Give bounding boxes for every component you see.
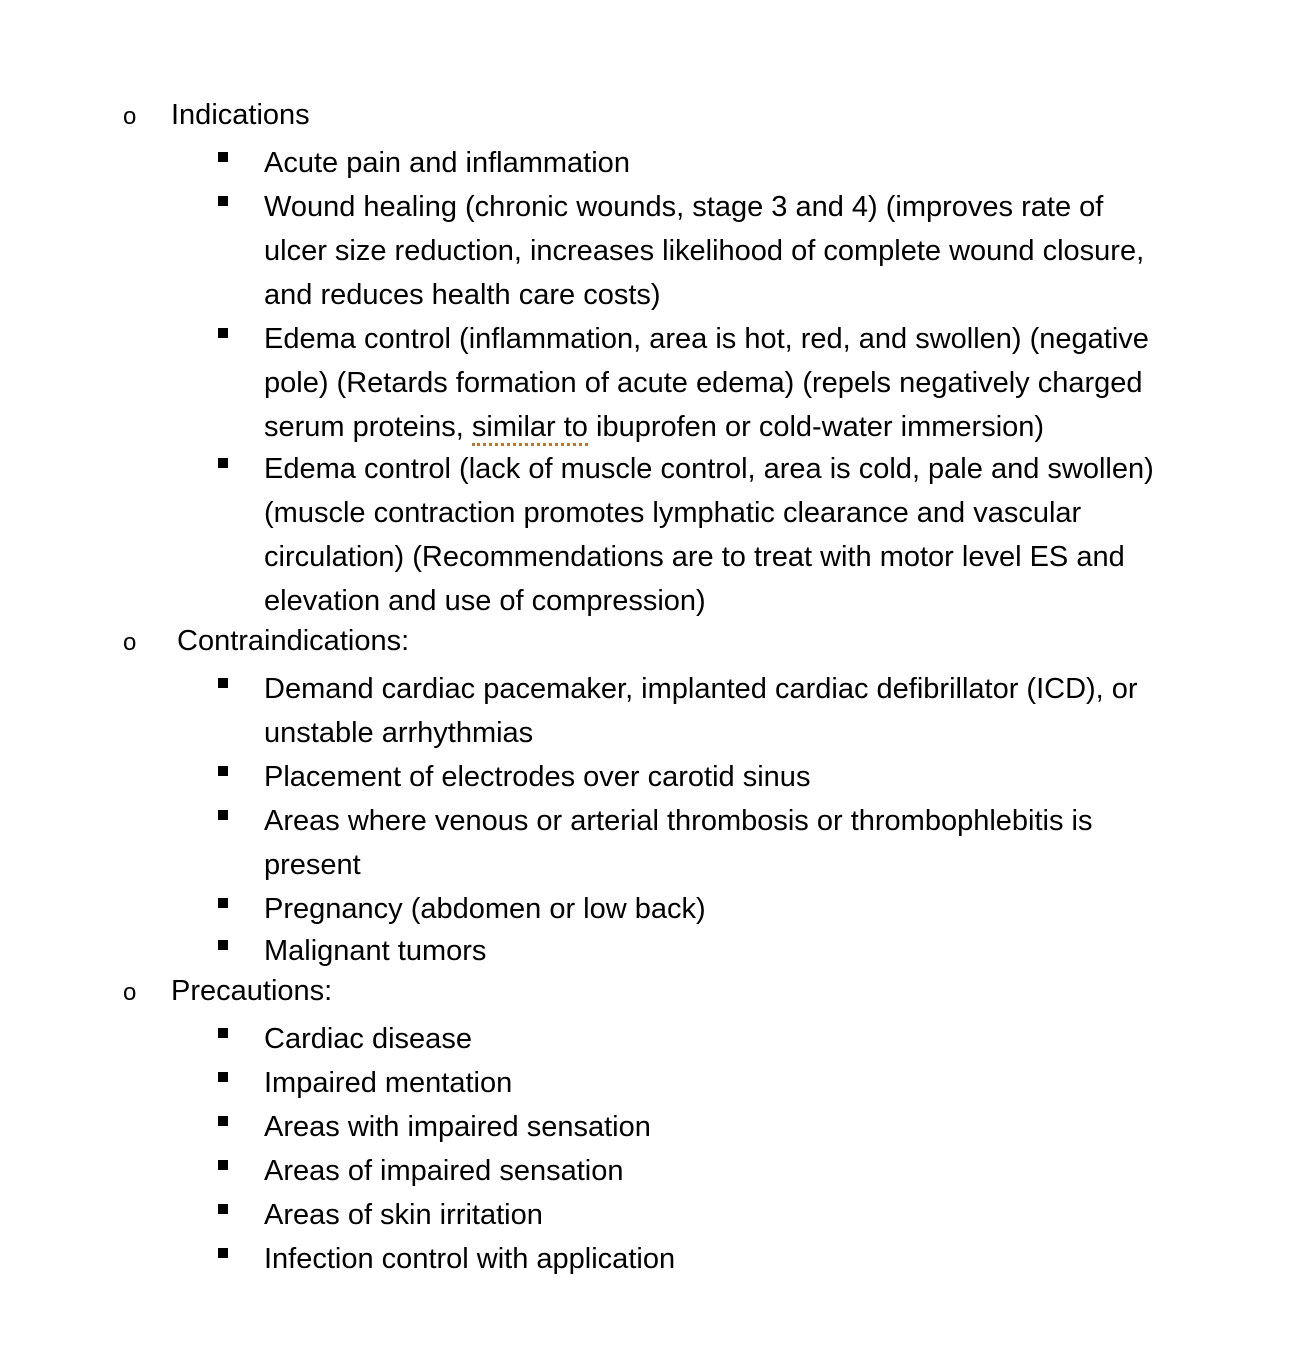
text-run: ibuprofen or cold-water immersion) [587,411,1045,443]
section-heading: Contraindications: [177,625,410,657]
section-contraindications [0,624,1311,668]
list-item-text: Edema control (lack of muscle control, area is cold, pale and swollen) [264,453,1154,485]
list-item-text: Infection control with application [264,1243,676,1275]
list-item-text: pole) (Retards formation of acute edema) (repels negatively charged [264,367,1143,399]
square-bullet-icon [218,678,228,688]
square-bullet-icon [218,1160,228,1170]
list-item-text: unstable arrhythmias [264,717,534,749]
text-run: serum proteins, [264,411,472,443]
section-heading: Indications [171,99,310,131]
list-item-text: (muscle contraction promotes lymphatic clearance and vascular [264,497,1082,529]
list-item-text: Edema control (inflammation, area is hot, red, and swollen) (negative [264,323,1149,355]
list-item-text: Areas of skin irritation [264,1199,543,1231]
square-bullet-icon [218,152,228,162]
grammar-flag[interactable]: similar to [472,411,588,446]
square-bullet-icon [218,940,228,950]
list-item-text: Areas of impaired sensation [264,1155,624,1187]
square-bullet-icon [218,1028,228,1038]
list-item-text: Cardiac disease [264,1023,472,1055]
square-bullet-icon [218,1204,228,1214]
hollow-circle-marker: o [123,629,137,656]
list-item-text: Malignant tumors [264,935,487,967]
list-item-text: Demand cardiac pacemaker, implanted cardiac defibrillator (ICD), or [264,673,1138,705]
list-item-text [264,405,1204,449]
section-heading: Precautions: [171,975,333,1007]
square-bullet-icon [218,1248,228,1258]
list-item-text: Pregnancy (abdomen or low back) [264,893,706,925]
list-item-text: Placement of electrodes over carotid sinus [264,761,811,793]
list-item-text: Areas where venous or arterial thrombosis or thrombophlebitis is [264,805,1093,837]
section-precautions [0,974,1311,1018]
hollow-circle-marker: o [123,103,137,130]
hollow-circle-marker: o [123,979,137,1006]
list-item-text: present [264,849,361,881]
square-bullet-icon [218,1116,228,1126]
square-bullet-icon [218,810,228,820]
square-bullet-icon [218,196,228,206]
list-item-text: Acute pain and inflammation [264,147,630,179]
list-item-text: Areas with impaired sensation [264,1111,651,1143]
list-item-text: elevation and use of compression) [264,585,706,617]
section-indications [0,98,1311,142]
list-item-text: and reduces health care costs) [264,279,661,311]
square-bullet-icon [218,766,228,776]
list-item-text: ulcer size reduction, increases likelihood of complete wound closure, [264,235,1145,267]
list-item-text: circulation) (Recommendations are to treat with motor level ES and [264,541,1125,573]
list-item-text: Wound healing (chronic wounds, stage 3 and 4) (improves rate of [264,191,1104,223]
square-bullet-icon [218,898,228,908]
square-bullet-icon [218,458,228,468]
square-bullet-icon [218,1072,228,1082]
square-bullet-icon [218,328,228,338]
list-item-text: Impaired mentation [264,1067,513,1099]
